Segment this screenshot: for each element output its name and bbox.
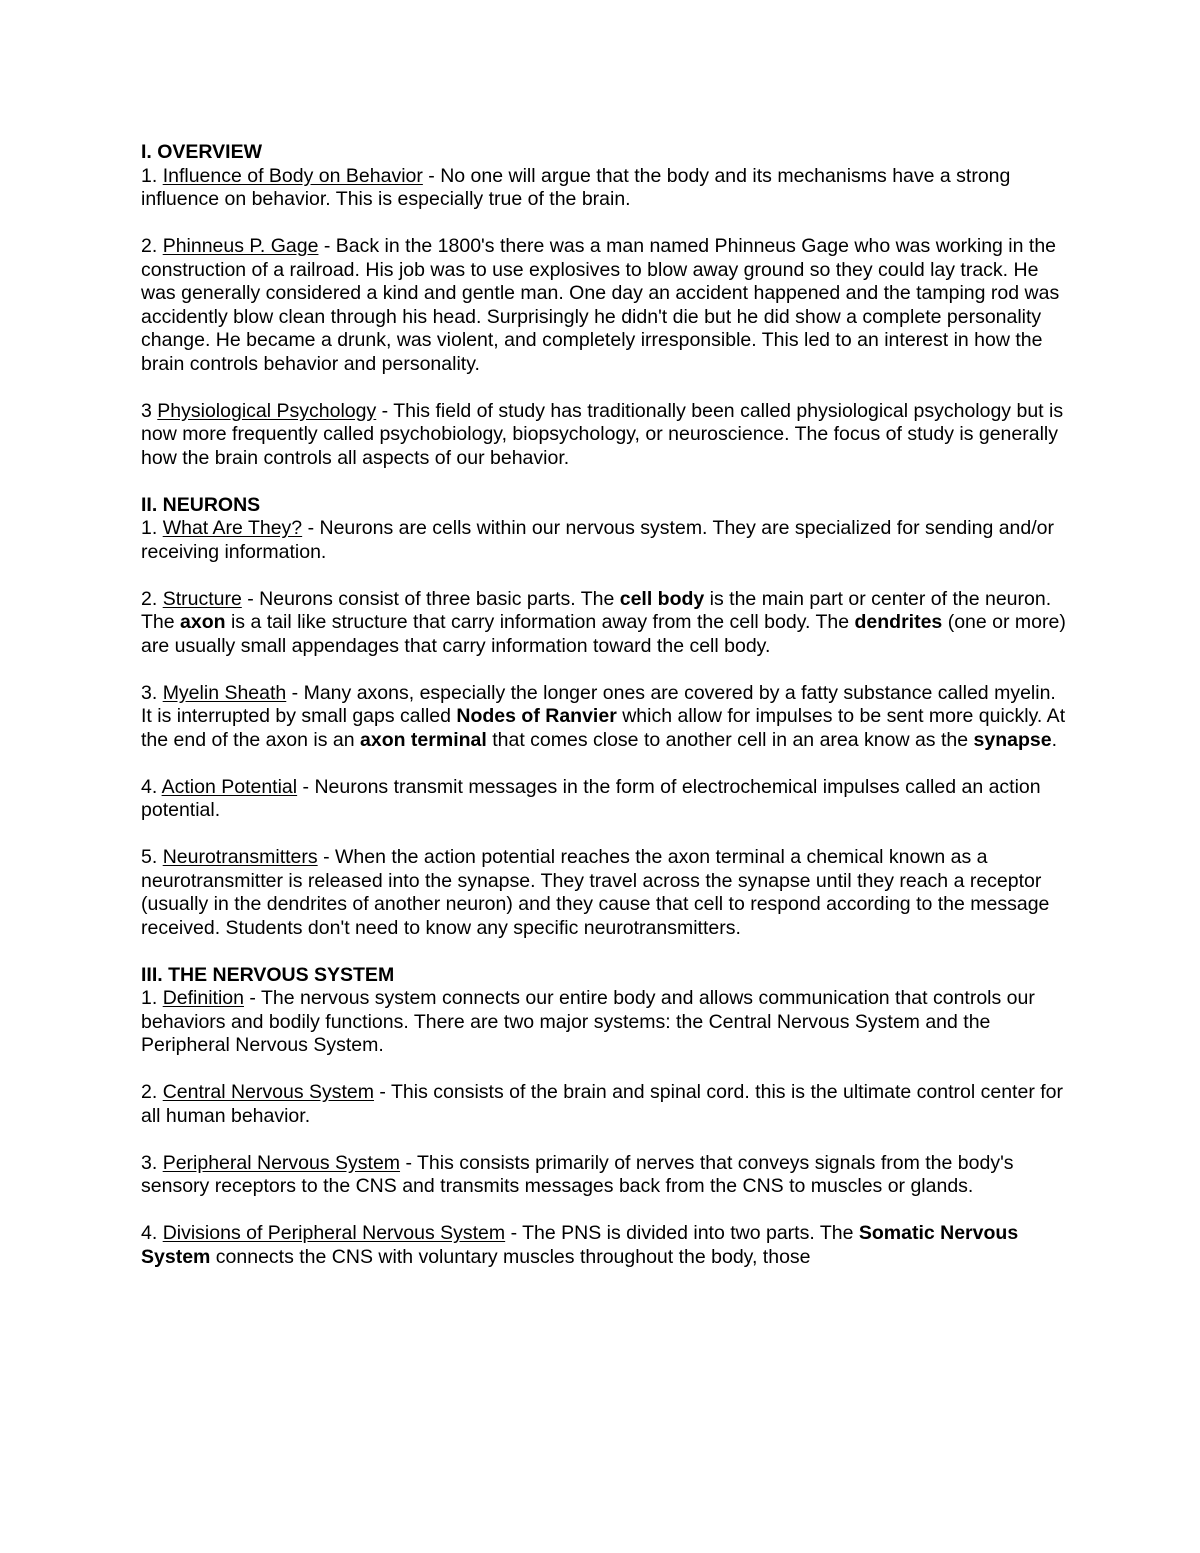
paragraph-text: - The nervous system connects our entire body and allows communication that controls our behaviors and bodily functions. There are two major systems: the Central Nervous System and the Peripheral Nervous System. [141,987,1035,1056]
paragraph-text: - When the action potential reaches the axon terminal a chemical known as a neurotransmitter is released into the synapse. They travel across the synapse until they reach a receptor (usually in the dendrites of another neuron) and they cause that cell to respond according to the message received. Students don't need to know any specific neurotransmitters. [141,846,1050,939]
underlined-term: Phinneus P. Gage [162,235,319,257]
paragraph-number: 1. [141,517,158,539]
underlined-term: Divisions of Peripheral Nervous System [162,1222,506,1244]
underlined-term: Myelin Sheath [162,681,287,704]
paragraph-text: that comes close to another cell in an area know as the [486,728,974,751]
numbered-paragraph [141,682,1066,753]
paragraph-text: is the main part or center of the neuron. The [141,587,1052,633]
underlined-term: Definition [162,987,244,1009]
paragraph-text: is a tail like structure that carry information away from the cell body. The [225,611,855,633]
section [141,494,1066,941]
section [141,141,1066,470]
section-heading: II. NEURONS [141,493,261,516]
underlined-term: Action Potential [161,775,298,798]
bold-keyword: axon [180,611,226,633]
paragraph-number: 5. [141,846,158,868]
bold-keyword: synapse [973,728,1052,751]
paragraph-number: 1. [141,164,158,187]
paragraph-number: 4. [141,775,158,798]
numbered-paragraph [141,588,1066,659]
section-heading: I. OVERVIEW [141,141,262,163]
paragraph-number: 1. [141,987,158,1009]
section [141,964,1066,1270]
paragraph-text: - This field of study has traditionally been called physiological psychology but is now more frequently called psychobiology, biopsychology, or neuroscience. The focus of study is generally how the brain controls all aspects of our behavior. [141,399,1064,469]
bold-keyword: Somatic Nervous System [141,1222,1019,1268]
paragraph-number: 2. [141,587,158,610]
numbered-paragraph [141,235,1066,376]
bold-keyword: dendrites [854,611,943,633]
paragraph-number: 4. [141,1222,158,1244]
numbered-paragraph [141,1222,1066,1269]
underlined-term: Physiological Psychology [157,399,377,422]
paragraph-text: - No one will argue that the body and its mechanisms have a strong influence on behavior. This is especially true of the brain. [141,164,1011,210]
numbered-paragraph [141,1152,1066,1199]
paragraph-number: 3 [141,399,152,422]
paragraph-number: 2. [141,1081,158,1103]
document-page [141,141,1066,1293]
numbered-paragraph [141,1081,1066,1128]
paragraph-text: (one or more) are usually small appendages that carry information toward the cell body. [141,611,1066,657]
underlined-term: Neurotransmitters [162,846,318,868]
underlined-term: Central Nervous System [162,1081,375,1103]
numbered-paragraph [141,165,1066,212]
underlined-term: What Are They? [162,517,303,539]
underlined-term: Structure [162,587,242,610]
paragraph-text: . [1051,728,1057,751]
bold-keyword: Nodes of Ranvier [456,705,617,727]
numbered-paragraph [141,846,1066,940]
underlined-term: Influence of Body on Behavior [162,164,423,187]
paragraph-text: - Neurons are cells within our nervous system. They are specialized for sending and/or receiving information. [141,517,1054,563]
paragraph-number: 3. [141,1151,158,1174]
numbered-paragraph [141,987,1066,1058]
paragraph-text: - Neurons transmit messages in the form of electrochemical impulses called an action potential. [141,775,1041,821]
paragraph-text: - Many axons, especially the longer ones are covered by a fatty substance called myelin. It is interrupted by small gaps called [141,681,1056,727]
paragraph-text: - The PNS is divided into two parts. The [505,1222,859,1244]
paragraph-text: which allow for impulses to be sent more quickly. At the end of the axon is an [141,705,1066,751]
bold-keyword: cell body [619,587,705,610]
paragraph-text: - Neurons consist of three basic parts. The [241,587,620,610]
paragraph-text: - This consists of the brain and spinal cord. this is the ultimate control center for all human behavior. [141,1081,1063,1127]
section-heading: III. THE NERVOUS SYSTEM [141,963,395,986]
numbered-paragraph [141,776,1066,823]
numbered-paragraph [141,400,1066,471]
numbered-paragraph [141,517,1066,564]
paragraph-text: - Back in the 1800's there was a man named Phinneus Gage who was working in the construction of a railroad. His job was to use explosives to blow away ground so they could lay track. He was generally considered a kind and gentle man. One day an accident happened and the tamping rod was accidently blow clean through his head. Surprisingly he didn't die but he did show a complete personality change. He became a drunk, was violent, and completely irresponsible. This led to an interest in how the brain controls behavior and personality. [141,235,1060,375]
paragraph-text: connects the CNS with voluntary muscles throughout the body, those [210,1245,811,1268]
underlined-term: Peripheral Nervous System [162,1151,401,1174]
paragraph-text: - This consists primarily of nerves that conveys signals from the body's sensory receptors to the CNS and transmits messages back from the CNS to muscles or glands. [141,1151,1014,1197]
bold-keyword: axon terminal [360,728,487,751]
paragraph-number: 3. [141,681,158,704]
paragraph-number: 2. [141,235,158,257]
